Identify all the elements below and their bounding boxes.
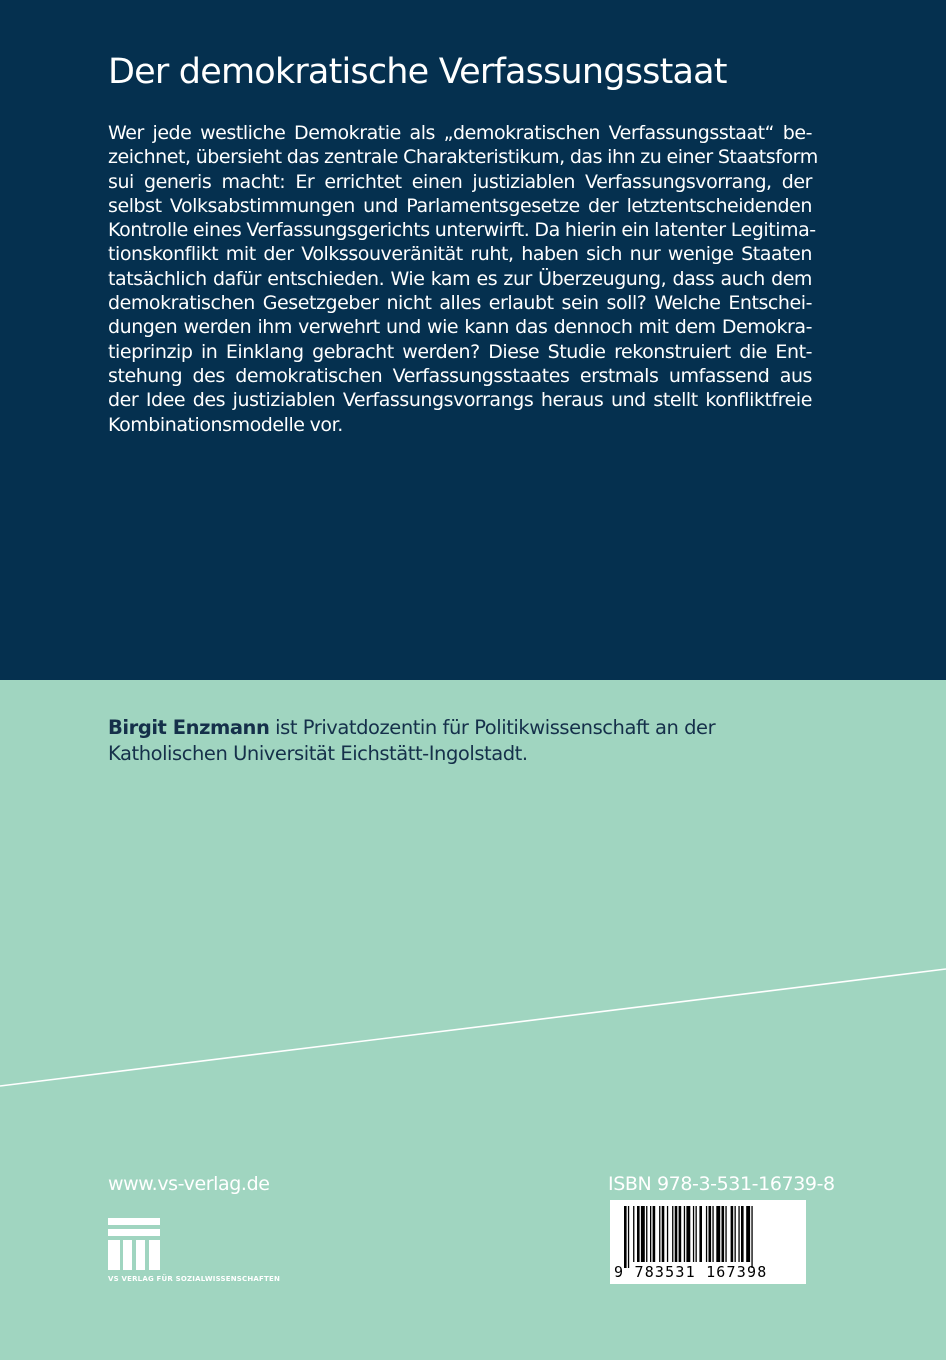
barcode-bar [641, 1206, 645, 1262]
blurb-line: sui generis macht: Er errichtet einen justiziablen Verfassungsvorrang, der [108, 170, 812, 193]
author-bio-text: ist Privatdozentin für Politikwissenschaft an der [269, 716, 716, 739]
barcode-bar [667, 1206, 668, 1262]
barcode-bar [684, 1206, 685, 1262]
barcode-bar [716, 1206, 720, 1262]
blurb-line: demokratischen Gesetzgeber nicht alles erlaubt sein soll? Welche Entschei- [108, 292, 812, 315]
publisher-logo-text: VS VERLAG FÜR SOZIALWISSENSCHAFTEN [108, 1275, 281, 1283]
barcode-bar [699, 1206, 702, 1262]
blurb-line: tionskonflikt mit der Volkssouveränität ruht, haben sich nur wenige Staaten [108, 243, 812, 266]
barcode-bar [686, 1206, 690, 1262]
isbn-number: ISBN 978-3-531-16739-8 [608, 1173, 835, 1195]
barcode-bar [646, 1206, 647, 1262]
barcode-bar [712, 1206, 713, 1262]
barcode-bar [751, 1206, 752, 1268]
author-bio [108, 715, 828, 767]
barcode-bar [650, 1206, 651, 1262]
blurb-line: tatsächlich dafür entschieden. Wie kam es zur Überzeugung, dass auch dem [108, 267, 812, 290]
barcode-bar [633, 1206, 634, 1262]
barcode-bar [725, 1206, 726, 1262]
barcode-bar [679, 1206, 682, 1262]
barcode-bar [672, 1206, 673, 1262]
blurb-line: Kontrolle eines Verfassungsgerichts unterwirft. Da hierin ein latenter Legitima- [108, 219, 816, 242]
blurb-line: selbst Volksabstimmungen und Parlamentsgesetze der letztentscheidenden [108, 194, 812, 217]
barcode-bar [653, 1206, 656, 1262]
book-title: Der demokratische Verfassungsstaat [108, 52, 727, 92]
author-bio-text-2: Katholischen Universität Eichstätt-Ingolstadt. [108, 742, 528, 765]
blurb-line: Wer jede westliche Demokratie als „demokratischen Verfassungsstaat“ be- [108, 122, 812, 144]
barcode [610, 1200, 806, 1284]
barcode-bar [696, 1206, 697, 1262]
barcode-digits: 9 783531 167398 [614, 1263, 768, 1281]
author-name: Birgit Enzmann [108, 716, 270, 739]
barcode-bar [746, 1206, 750, 1262]
barcode-bar [637, 1206, 640, 1262]
blurb-line: zeichnet, übersieht das zentrale Charakteristikum, das ihn zu einer Staatsform [108, 146, 818, 169]
barcode-bar [731, 1206, 734, 1262]
barcode-bar [722, 1206, 725, 1262]
barcode-bar [693, 1206, 694, 1262]
blurb-line: der Idee des justiziablen Verfassungsvorrangs heraus und stellt konfliktfreie [108, 389, 812, 412]
barcode-bar [741, 1206, 744, 1262]
decorative-diagonal-line [0, 968, 946, 1088]
barcode-bar [706, 1206, 707, 1262]
barcode-bar [628, 1206, 629, 1268]
blurb-line: dungen werden ihm verwehrt und wie kann das dennoch mit dem Demokra- [108, 316, 812, 339]
book-blurb [108, 121, 818, 437]
barcode-bar [735, 1206, 736, 1262]
blurb-line: stehung des demokratischen Verfassungsstaates erstmals umfassend aus [108, 364, 812, 387]
publisher-url: www.vs-verlag.de [108, 1173, 270, 1195]
barcode-bar [662, 1206, 665, 1262]
barcode-bar [738, 1206, 739, 1262]
barcode-bar [675, 1206, 678, 1262]
blurb-line: Kombinationsmodelle vor. [108, 413, 343, 436]
barcode-bar [709, 1206, 712, 1262]
barcode-bar [659, 1206, 660, 1262]
barcode-bar [624, 1206, 627, 1268]
blurb-line: tieprinzip in Einklang gebracht werden? Diese Studie rekonstruiert die Ent- [108, 340, 812, 363]
